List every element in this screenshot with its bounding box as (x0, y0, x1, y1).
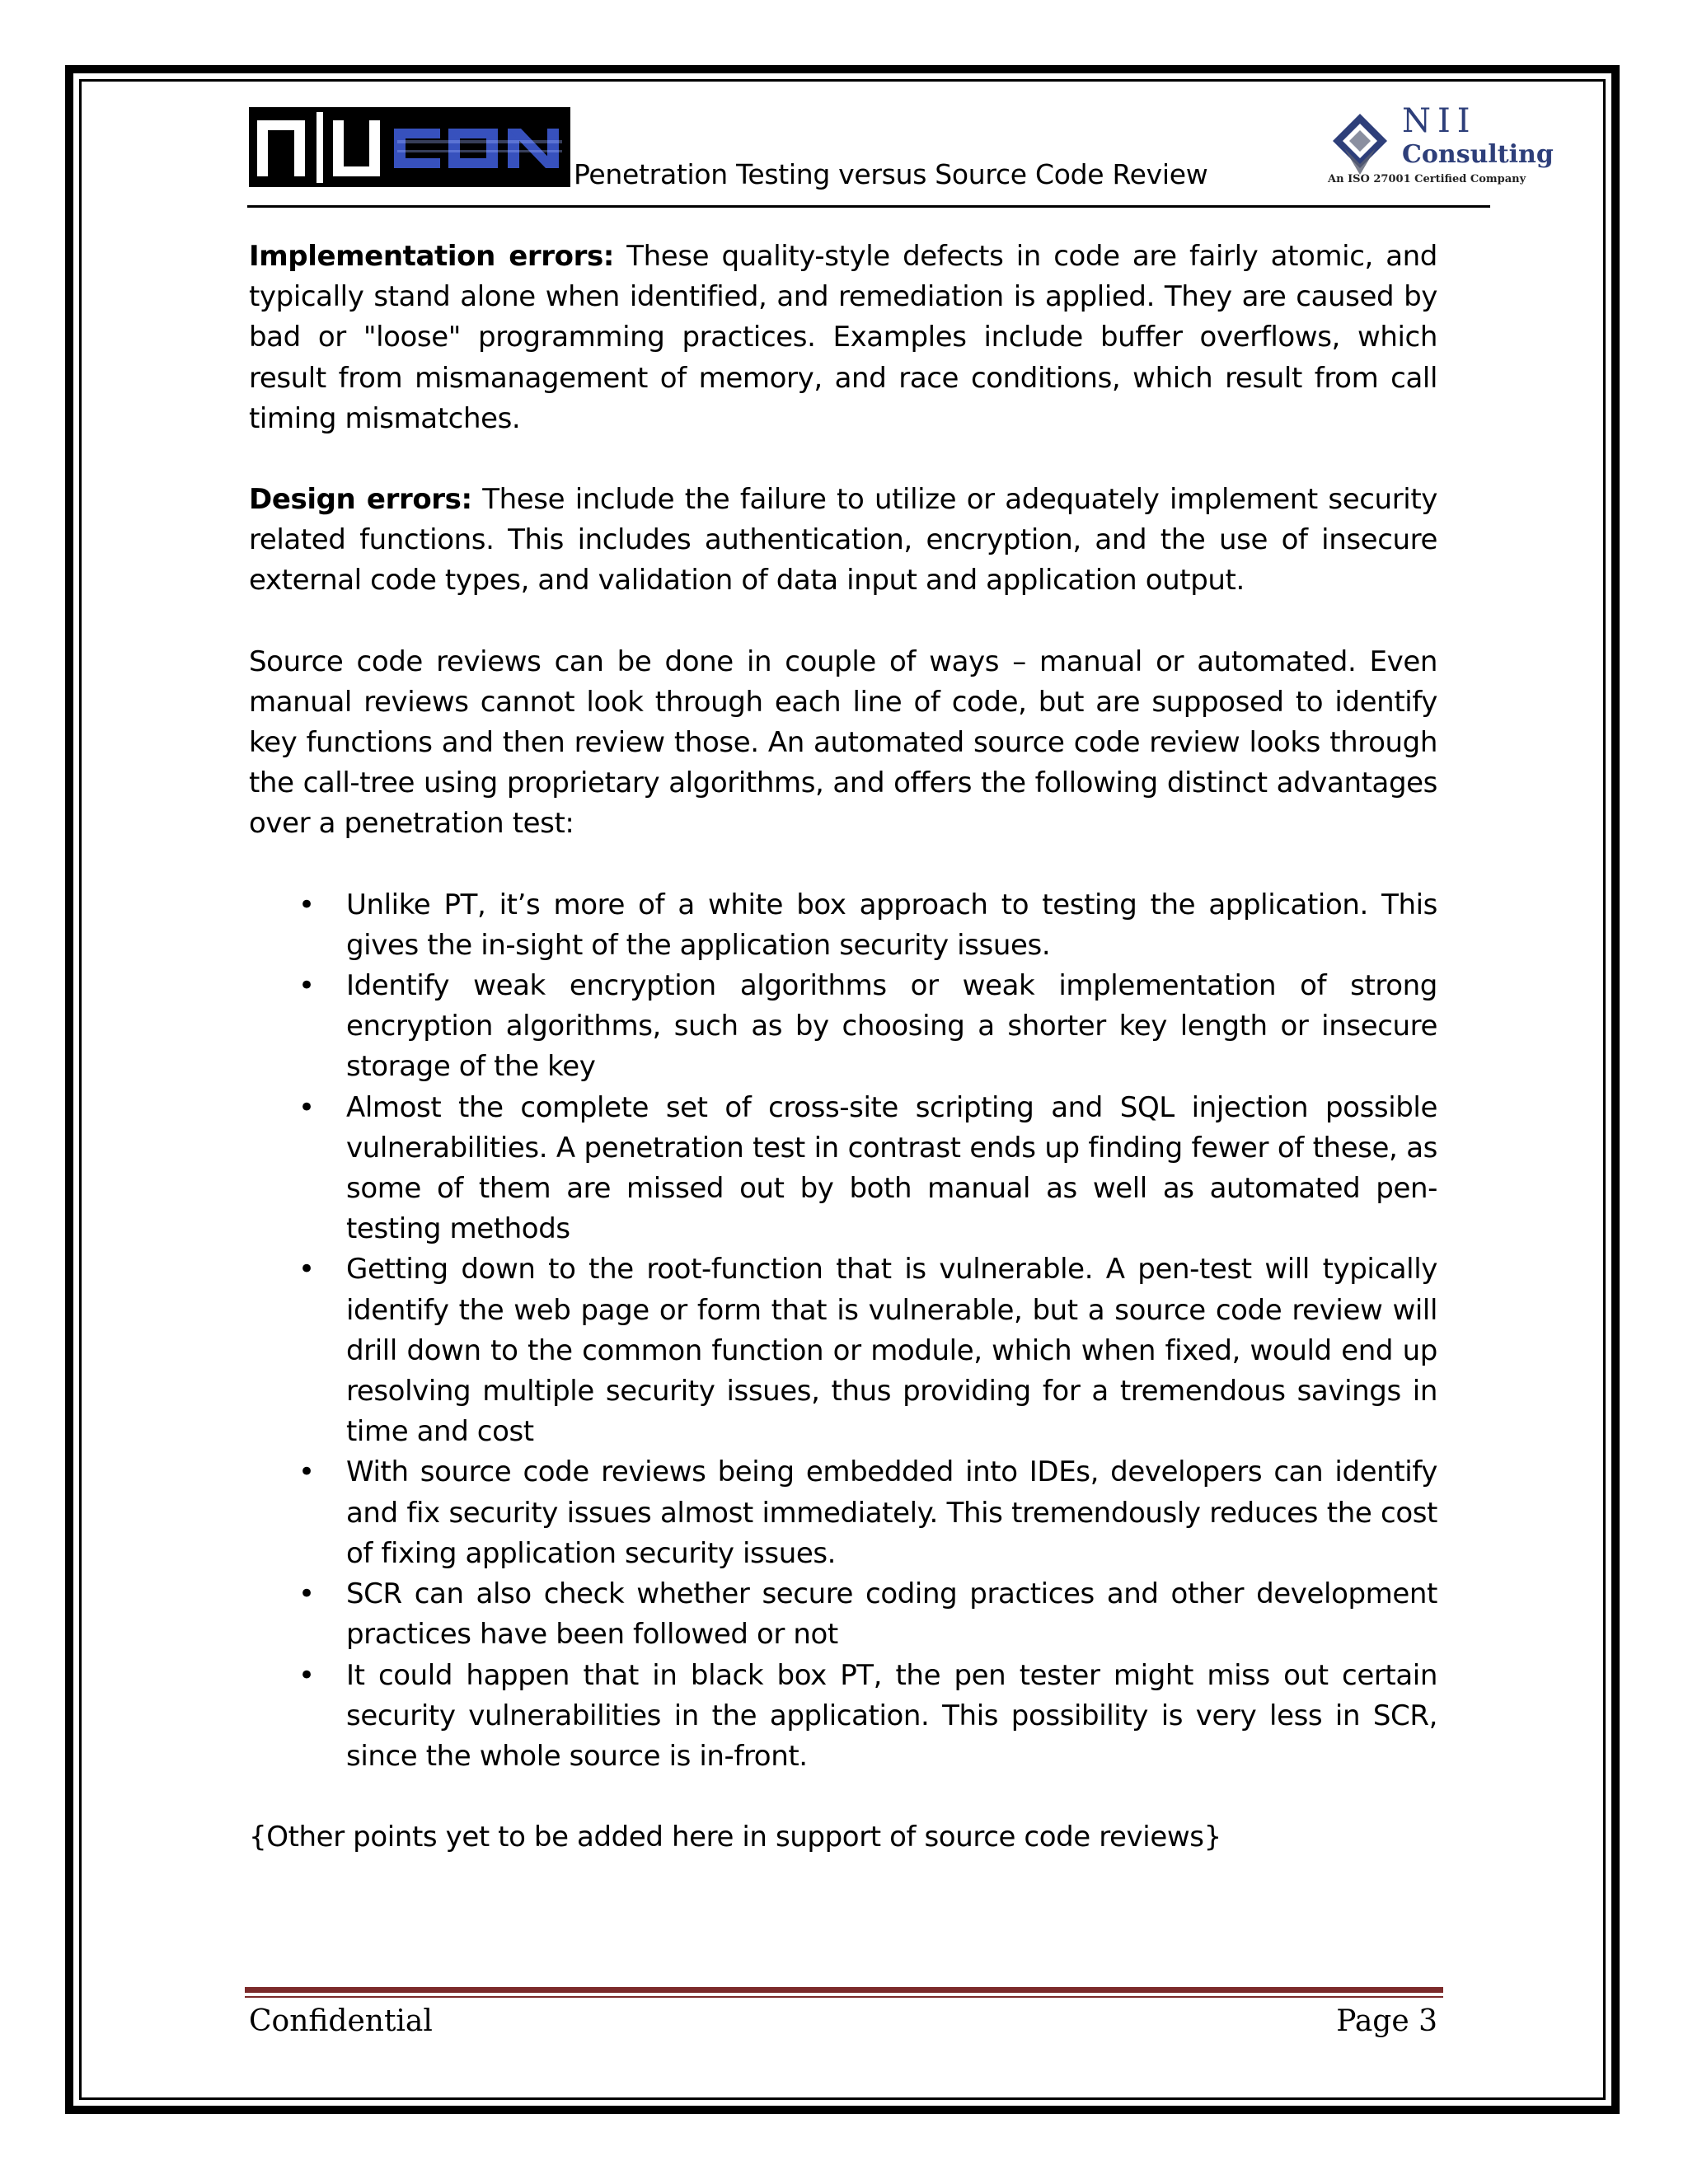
list-item-text: With source code reviews being embedded into IDEs, developers can identify and fix security issues almost immediately. This tremendously reduces the cost of fixing application security issues. (346, 1455, 1437, 1570)
paragraph-label: Implementation errors: (249, 240, 614, 273)
header-title: Penetration Testing versus Source Code Review (574, 158, 1208, 190)
paragraph-other-points: {Other points yet to be added here in support of source code reviews} (249, 1821, 1221, 1854)
nii-logo-name: NII (1402, 102, 1477, 140)
bullet-icon: • (298, 1090, 315, 1124)
list-item-text: Almost the complete set of cross-site scripting and SQL injection possible vulnerabilities. A penetration test in contrast ends up finding fewer of these, as some of them are missed out by both manual as well as automated pen-testing methods (346, 1090, 1437, 1246)
footer-rule-thick (245, 1987, 1443, 1993)
nii-consulting-logo (1323, 102, 1554, 193)
paragraph-text: These quality-style defects in code are fairly atomic, and typically stand alone when identified, and remediation is applied. They are caused by bad or "loose" programming practices. Examples include buffer overflows, which result from mismanagement of memory, and race conditions, which result from call timing mismatches. (249, 240, 1437, 435)
list-item (249, 1574, 1437, 1655)
page-body (249, 237, 1437, 1898)
list-item (249, 1088, 1437, 1250)
paragraph-source-code-reviews: Source code reviews can be done in couple of ways – manual or automated. Even manual reviews cannot look through each line of code, but are supposed to identify key functions and then review those. An automated source code review looks through the call-tree using proprietary algorithms, and offers the following distinct advantages over a penetration test: (249, 644, 1437, 841)
footer-rule-thin (245, 1996, 1443, 1998)
bullet-icon: • (298, 1455, 315, 1489)
header-rule (247, 205, 1490, 208)
nucon-logo (249, 107, 570, 187)
bullet-icon: • (298, 969, 315, 1003)
list-item-text: Getting down to the root-function that is vulnerable. A pen-test will typically identify the web page or form that is vulnerable, but a source code review will drill down to the common function or module, which when fixed, would end up resolving multiple security issues, thus providing for a tremendous savings in time and cost (346, 1253, 1437, 1449)
list-item (249, 1452, 1437, 1574)
footer-page-number: Page 3 (1336, 2004, 1437, 2038)
nii-logo-sub: Consulting (1402, 140, 1554, 169)
paragraph-label: Design errors: (249, 483, 472, 517)
paragraph-implementation-errors (249, 237, 1437, 439)
nucon-logo-graphic (249, 107, 570, 187)
list-item-text: Unlike PT, it’s more of a white box approach to testing the application. This gives the in-sight of the application security issues. (346, 888, 1437, 962)
list-item (249, 966, 1437, 1088)
paragraph-text: These include the failure to utilize or adequately implement security related functions. This includes authentication, encryption, and the use of insecure external code types, and validation of data input and application output. (249, 483, 1437, 598)
advantages-list (249, 885, 1437, 1777)
list-item (249, 1249, 1437, 1452)
list-item-text: Identify weak encryption algorithms or weak implementation of strong encryption algorithms, such as by choosing a shorter key length or insecure storage of the key (346, 969, 1437, 1084)
paragraph-design-errors (249, 480, 1437, 602)
list-item-text: SCR can also check whether secure coding practices and other development practices have been followed or not (346, 1577, 1437, 1652)
footer-confidential: Confidential (249, 2004, 433, 2038)
nii-logo-tagline: An ISO 27001 Certified Company (1328, 173, 1526, 185)
list-item-text: It could happen that in black box PT, the pen tester might miss out certain security vulnerabilities in the application. This possibility is very less in SCR, since the whole source is in-front. (346, 1658, 1437, 1773)
list-item (249, 885, 1437, 966)
bullet-icon: • (298, 1577, 315, 1611)
bullet-icon: • (298, 1658, 315, 1692)
bullet-icon: • (298, 1253, 315, 1286)
bullet-icon: • (298, 888, 315, 921)
list-item (249, 1656, 1437, 1778)
